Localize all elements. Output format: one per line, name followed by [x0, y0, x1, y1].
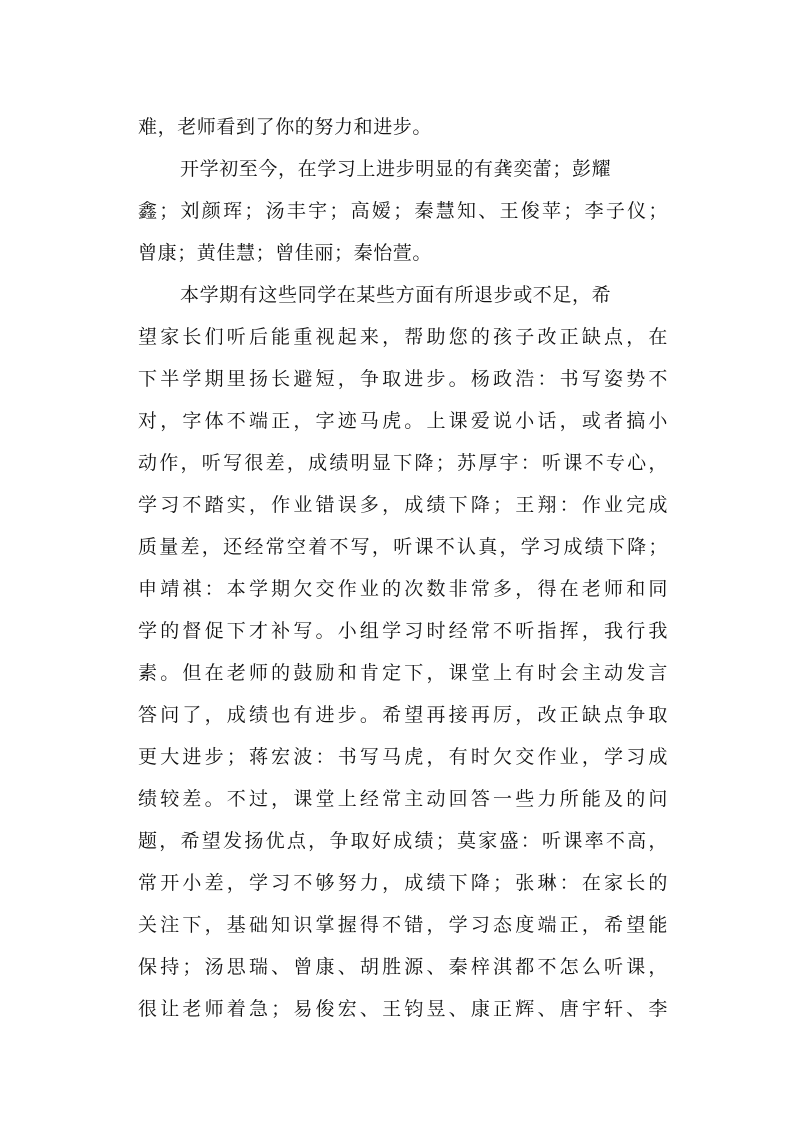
- body-text: [138, 106, 668, 1030]
- text-line: 题，希望发扬优点，争取好成绩；莫家盛：听课率不高，: [138, 830, 668, 852]
- text-line: 学的督促下才补写。小组学习时经常不听指挥，我行我: [138, 620, 668, 642]
- text-line: 学习不踏实，作业错误多，成绩下降；王翔：作业完成: [138, 494, 668, 516]
- paragraph-start-line: 开学初至今，在学习上进步明显的有龚奕蕾；彭耀: [180, 158, 612, 180]
- text-line: 对，字体不端正，字迹马虎。上课爱说小话，或者搞小: [138, 410, 668, 432]
- text-line: 望家长们听后能重视起来，帮助您的孩子改正缺点，在: [138, 326, 668, 348]
- text-line: 素。但在老师的鼓励和肯定下，课堂上有时会主动发言: [138, 662, 668, 684]
- text-line: 下半学期里扬长避短，争取进步。杨政浩：书写姿势不: [138, 368, 668, 390]
- text-line: 关注下，基础知识掌握得不错，学习态度端正，希望能: [138, 914, 668, 936]
- text-line: 常开小差，学习不够努力，成绩下降；张琳：在家长的: [138, 872, 668, 894]
- text-line: 难，老师看到了你的努力和进步。: [138, 116, 433, 138]
- paragraph-start-line: 本学期有这些同学在某些方面有所退步或不足，希: [180, 284, 612, 306]
- text-line: 申靖祺：本学期欠交作业的次数非常多，得在老师和同: [138, 578, 668, 600]
- text-line: 很让老师着急；易俊宏、王钧昱、康正辉、唐宇轩、李: [138, 998, 668, 1020]
- text-line: 鑫；刘颜珲；汤丰宇；高嫒；秦慧知、王俊苹；李子仪；: [138, 200, 668, 222]
- text-line: 更大进步；蒋宏波：书写马虎，有时欠交作业，学习成: [138, 746, 668, 768]
- text-line: 曾康；黄佳慧；曾佳丽；秦怡萱。: [138, 242, 433, 264]
- text-line: 保持；汤思瑞、曾康、胡胜源、秦梓淇都不怎么听课，: [138, 956, 668, 978]
- text-line: 质量差，还经常空着不写，听课不认真，学习成绩下降；: [138, 536, 668, 558]
- text-line: 绩较差。不过，课堂上经常主动回答一些力所能及的问: [138, 788, 668, 810]
- text-line: 动作，听写很差，成绩明显下降；苏厚宇：听课不专心，: [138, 452, 668, 474]
- text-line: 答问了，成绩也有进步。希望再接再厉，改正缺点争取: [138, 704, 668, 726]
